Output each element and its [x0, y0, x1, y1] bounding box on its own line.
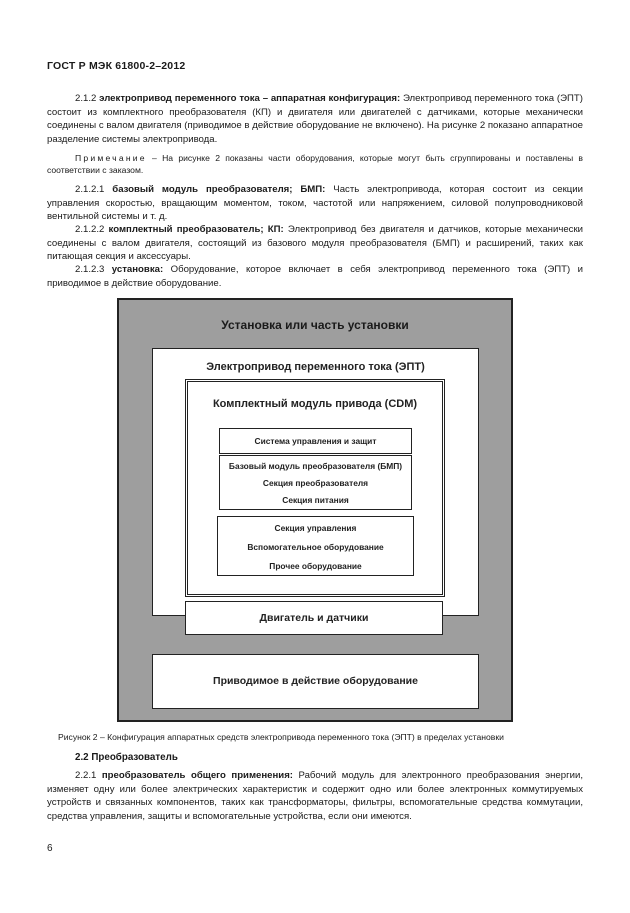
clause-text: Электропривод переменного тока (ЭПТ) состоит из комплектного преобразователя (КП) и двигателя или двигателей с датчиками, которые механически соединены с валом двигателя (приводимое в действие оборудование не включено). На рисунке 2 показано аппаратное разделение системы электропривода. [47, 93, 583, 145]
control-protection-box [219, 428, 412, 454]
clause-number: 2.1.2.3 [75, 264, 105, 275]
clause-number: 2.2.1 [75, 770, 97, 781]
control-protection-label: Система управления и защит [254, 436, 377, 446]
cdm-box [185, 379, 445, 597]
clause-term: комплектный преобразователь; КП: [108, 224, 284, 235]
auxiliary-box [217, 516, 414, 576]
clause-number: 2.1.2 [75, 93, 97, 104]
clause-text: Часть электропривода, которая состоит из секции управления скоростью, вращающим моментом, током, частотой или напряжением, силовой полупроводниковой вентильной системы и т. д. [47, 184, 584, 223]
ept-box [152, 348, 479, 624]
note-paragraph [47, 152, 583, 176]
paragraph-2-1-2 [47, 92, 583, 146]
clause-text: Рабочий модуль для электронного преобразования энергии, изменяет одну или более электрических характеристик и содержит одно или более электронных коммутируемых устройств и связанных компонентов, таких как трансформаторы, фильтры, вспомогательные средства коммутации, средства управления, защиты и вспомогательные устройства, если они имеются. [47, 770, 583, 822]
bdm-label: Базовый модуль преобразователя (БМП) [228, 461, 403, 471]
clause-number: 2.1.2.2 [75, 224, 105, 235]
section-title: 2.2 Преобразователь [75, 752, 178, 763]
converter-section-label: Секция преобразователя [262, 478, 369, 488]
other-equipment-label: Прочее оборудование [269, 561, 362, 571]
driven-equipment-label: Приводимое в действие оборудование [213, 675, 418, 687]
clause-text: Оборудование, которое включает в себя электропривод переменного тока (ЭПТ) и приводимое в действие оборудование. [47, 264, 583, 289]
clause-term: преобразователь общего применения: [101, 770, 293, 781]
control-section-label: Секция управления [274, 523, 357, 533]
paragraph-2-1-2-3 [47, 263, 583, 290]
note-label: Примечание [75, 153, 147, 163]
driven-equipment-box [152, 654, 479, 709]
figure-caption: Рисунок 2 – Конфигурация аппаратных средств электропривода переменного тока (ЭПТ) в пределах установки [58, 732, 504, 742]
auxiliary-equipment-label: Вспомогательное оборудование [247, 542, 384, 552]
clause-number: 2.1.2.1 [75, 184, 105, 195]
power-section-label: Секция питания [282, 495, 349, 505]
paragraph-2-1-2-1 [47, 183, 583, 224]
clause-term: установка: [111, 264, 164, 275]
paragraph-2-2-1 [47, 769, 583, 823]
paragraph-2-1-2-2 [47, 223, 583, 264]
cdm-label: Комплектный модуль привода (CDM) [212, 398, 418, 410]
clause-term: электропривод переменного тока – аппаратная конфигурация: [99, 93, 401, 104]
clause-term: базовый модуль преобразователя; БМП: [112, 184, 326, 195]
motor-sensors-box [185, 601, 443, 635]
page-number: 6 [47, 843, 53, 854]
clause-text: Электропривод без двигателя и датчиков, которые механически соединены с валом двигателя, состоящий из базового модуля преобразователя (БМП) и расширений, таких как питающая секция и аксессуары. [47, 224, 584, 263]
note-text: – На рисунке 2 показаны части оборудования, которые могут быть сгруппированы и поставлены в соответствии с заказом. [47, 153, 583, 176]
bdm-box [219, 455, 412, 510]
figure-2-diagram [117, 298, 513, 722]
motor-sensors-label: Двигатель и датчики [259, 612, 369, 624]
installation-label: Установка или часть установки [221, 318, 409, 332]
document-header: ГОСТ Р МЭК 61800-2–2012 [47, 60, 186, 72]
ept-label: Электропривод переменного тока (ЭПТ) [206, 361, 425, 373]
